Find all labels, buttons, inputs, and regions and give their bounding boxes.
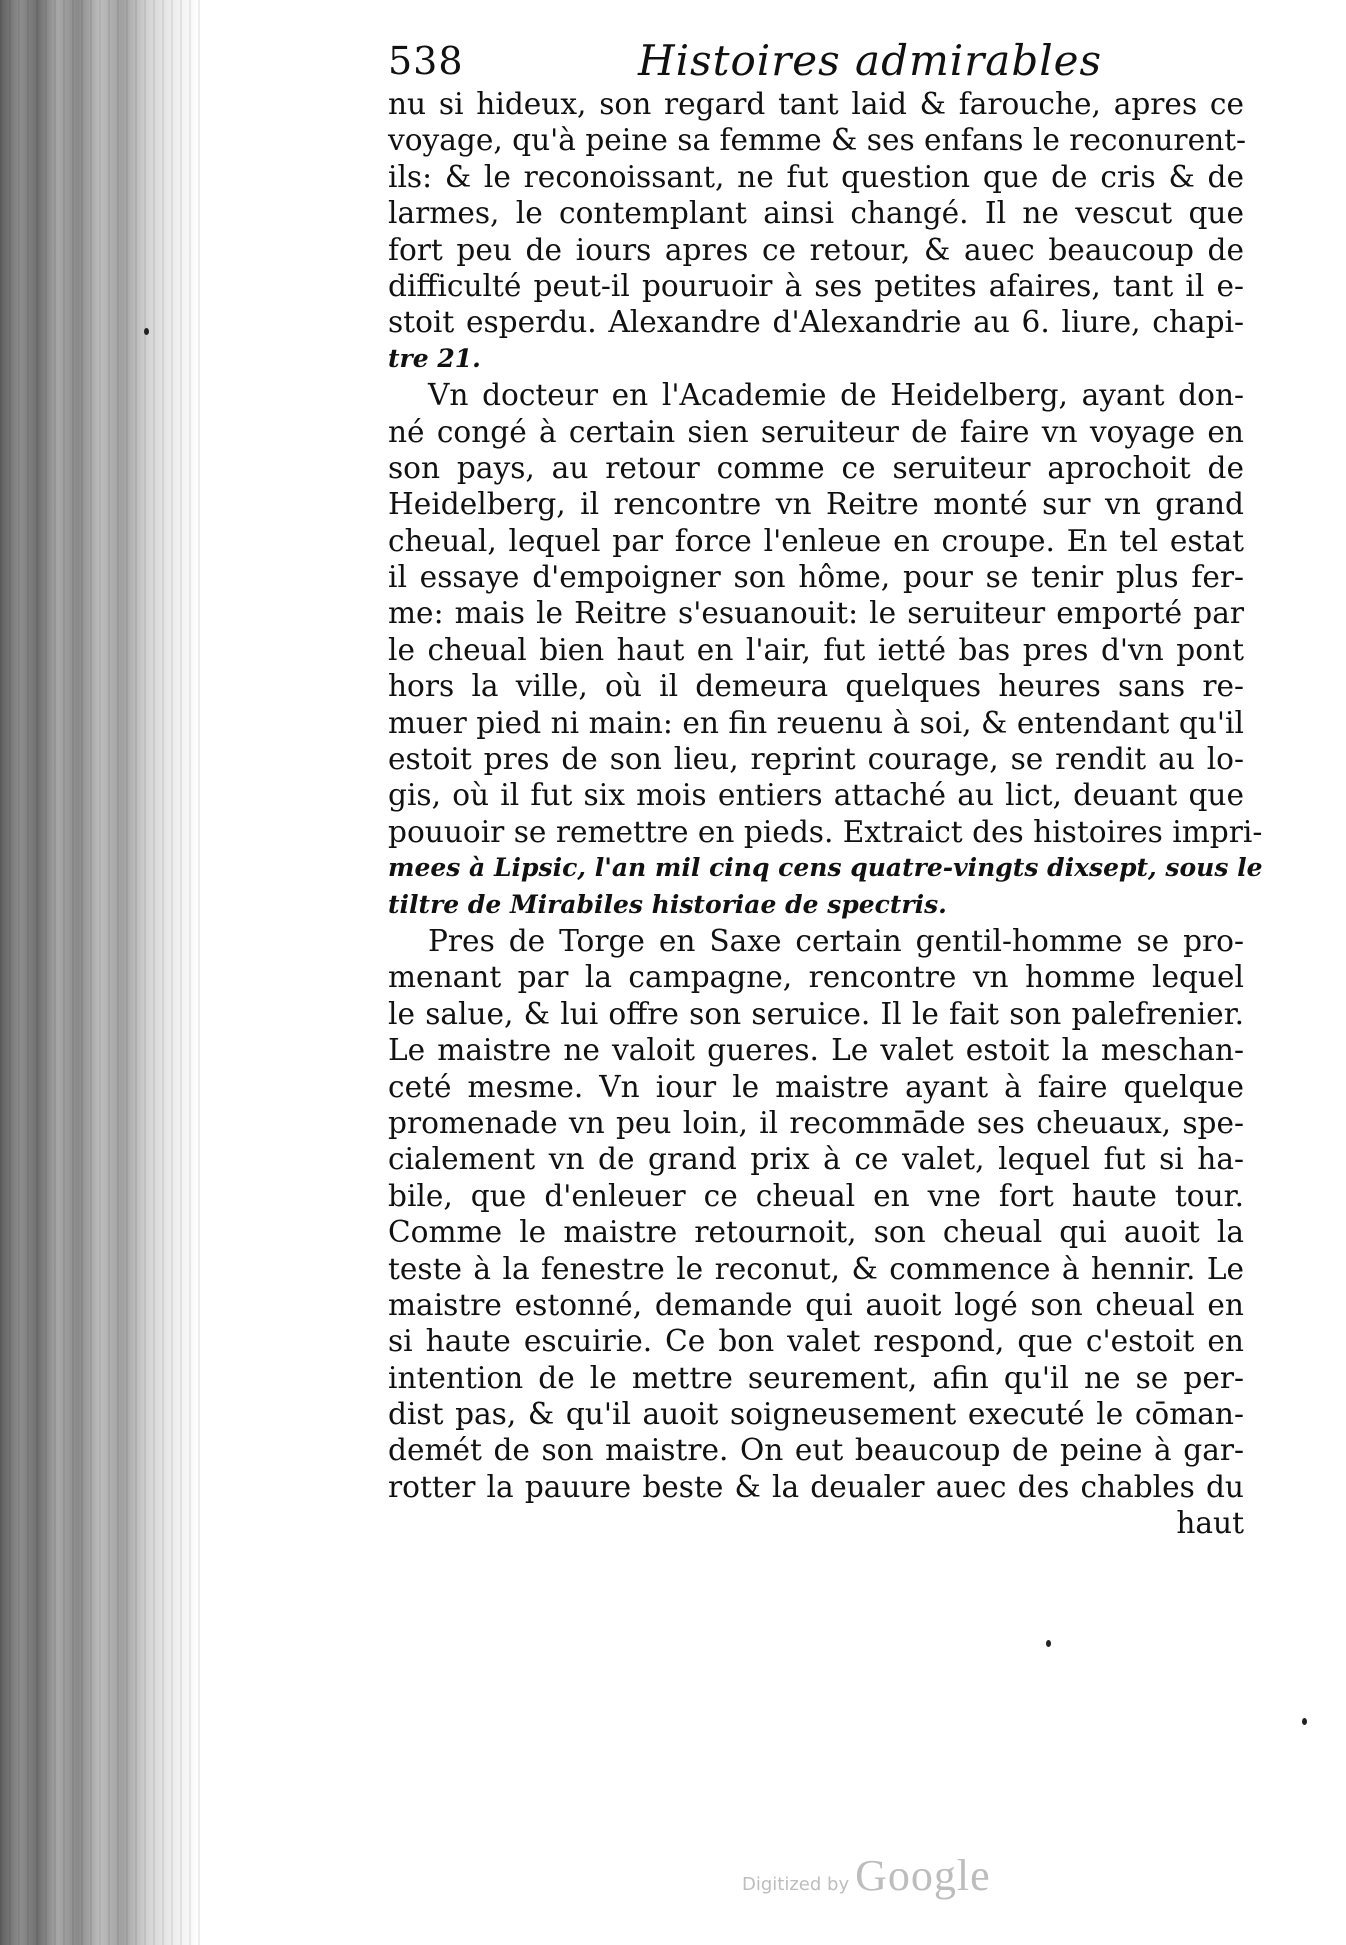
text-line: demét de son maistre. On eut beaucoup de peine à gar-	[388, 1433, 1244, 1468]
text-line: estoit pres de son lieu, reprint courage, se rendit au lo-	[388, 742, 1244, 777]
text-line: son pays, au retour comme ce seruiteur aprochoit de	[388, 450, 1244, 485]
text-line: menant par la campagne, rencontre vn homme lequel	[388, 960, 1244, 995]
text-line: Heidelberg, il rencontre vn Reitre monté sur vn grand	[388, 487, 1244, 522]
text-line: né congé à certain sien seruiteur de faire vn voyage en	[388, 414, 1244, 449]
text-line: bile, que d'enleuer ce cheual en vne fort haute tour.	[388, 1178, 1244, 1213]
ink-speck	[144, 328, 149, 335]
paragraph-start: Pres de Torge en Saxe certain gentil-homme se pro-	[428, 923, 1244, 958]
running-head: Histoires admirables	[638, 36, 1103, 85]
text-line: le cheual bien haut en l'air, fut ietté bas pres d'vn pont	[388, 632, 1244, 667]
text-line: maistre estonné, demande qui auoit logé son cheual en	[388, 1287, 1244, 1322]
citation-line: mees à Lipsic, l'an mil cinq cens quatre-vingts dixsept, sous le	[388, 853, 1263, 883]
text-line: gis, où il fut six mois entiers attaché au lict, deuant que	[388, 778, 1244, 813]
ink-speck	[1302, 1718, 1307, 1725]
text-line: cheual, lequel par force l'enleue en croupe. En tel estat	[388, 523, 1244, 558]
catchword: haut	[1176, 1506, 1244, 1541]
google-logo: Google	[855, 1851, 991, 1900]
book-gutter-shadow	[0, 0, 200, 1945]
text-line: voyage, qu'à peine sa femme & ses enfans le reconurent-	[388, 123, 1247, 158]
text-line: intention de le mettre seurement, afin qu'il ne se per-	[388, 1360, 1244, 1395]
text-line: si haute escuirie. Ce bon valet respond, que c'estoit en	[388, 1324, 1244, 1359]
text-line: teste à la fenestre le reconut, & commence à hennir. Le	[388, 1251, 1244, 1286]
text-line: Comme le maistre retournoit, son cheual qui auoit la	[388, 1215, 1244, 1250]
text-line: le salue, & lui offre son seruice. Il le fait son palefrenier.	[388, 996, 1244, 1031]
citation-line: tre 21.	[388, 343, 481, 373]
text-line-citation: pouuoir se remettre en pieds. Extraict des histoires impri-	[388, 814, 1263, 849]
text-line: ils: & le reconoissant, ne fut question que de cris & de	[388, 159, 1244, 194]
digitized-watermark	[742, 1850, 991, 1901]
watermark-prefix: Digitized by	[742, 1874, 850, 1895]
citation-line: tiltre de Mirabiles historiae de spectris.	[388, 889, 947, 919]
ink-speck	[1046, 1640, 1051, 1647]
text-line: rotter la pauure beste & la deualer auec des chables du	[388, 1469, 1244, 1504]
page-text	[388, 36, 1263, 1542]
text-line: muer pied ni main: en fin reuenu à soi, & entendant qu'il	[388, 705, 1244, 740]
paragraph-start: Vn docteur en l'Academie de Heidelberg, ayant don-	[428, 378, 1244, 413]
text-line: dist pas, & qu'il auoit soigneusement executé le cōman-	[388, 1397, 1244, 1432]
text-line: nu si hideux, son regard tant laid & farouche, apres ce	[388, 87, 1244, 121]
text-line: cialement vn de grand prix à ce valet, lequel fut si ha-	[388, 1142, 1244, 1177]
text-line: Le maistre ne valoit gueres. Le valet estoit la meschan-	[388, 1033, 1244, 1068]
text-line: promenade vn peu loin, il recommāde ses cheuaux, spe-	[388, 1105, 1244, 1140]
text-line: hors la ville, où il demeura quelques heures sans re-	[388, 669, 1244, 704]
text-line: fort peu de iours apres ce retour, & auec beaucoup de	[388, 232, 1244, 267]
page-number: 538	[388, 39, 464, 83]
text-line-citation: stoit esperdu. Alexandre d'Alexandrie au 6. liure, chapi-	[388, 305, 1244, 340]
text-line: larmes, le contemplant ainsi changé. Il ne vescut que	[388, 196, 1244, 231]
text-line: il essaye d'empoigner son hôme, pour se tenir plus fer-	[388, 560, 1244, 595]
page-header	[388, 36, 1244, 86]
text-line: me: mais le Reitre s'esuanouit: le seruiteur emporté par	[388, 596, 1244, 631]
text-line: difficulté peut-il pouruoir à ses petites afaires, tant il e-	[388, 268, 1244, 303]
text-line: ceté mesme. Vn iour le maistre ayant à faire quelque	[388, 1069, 1244, 1104]
